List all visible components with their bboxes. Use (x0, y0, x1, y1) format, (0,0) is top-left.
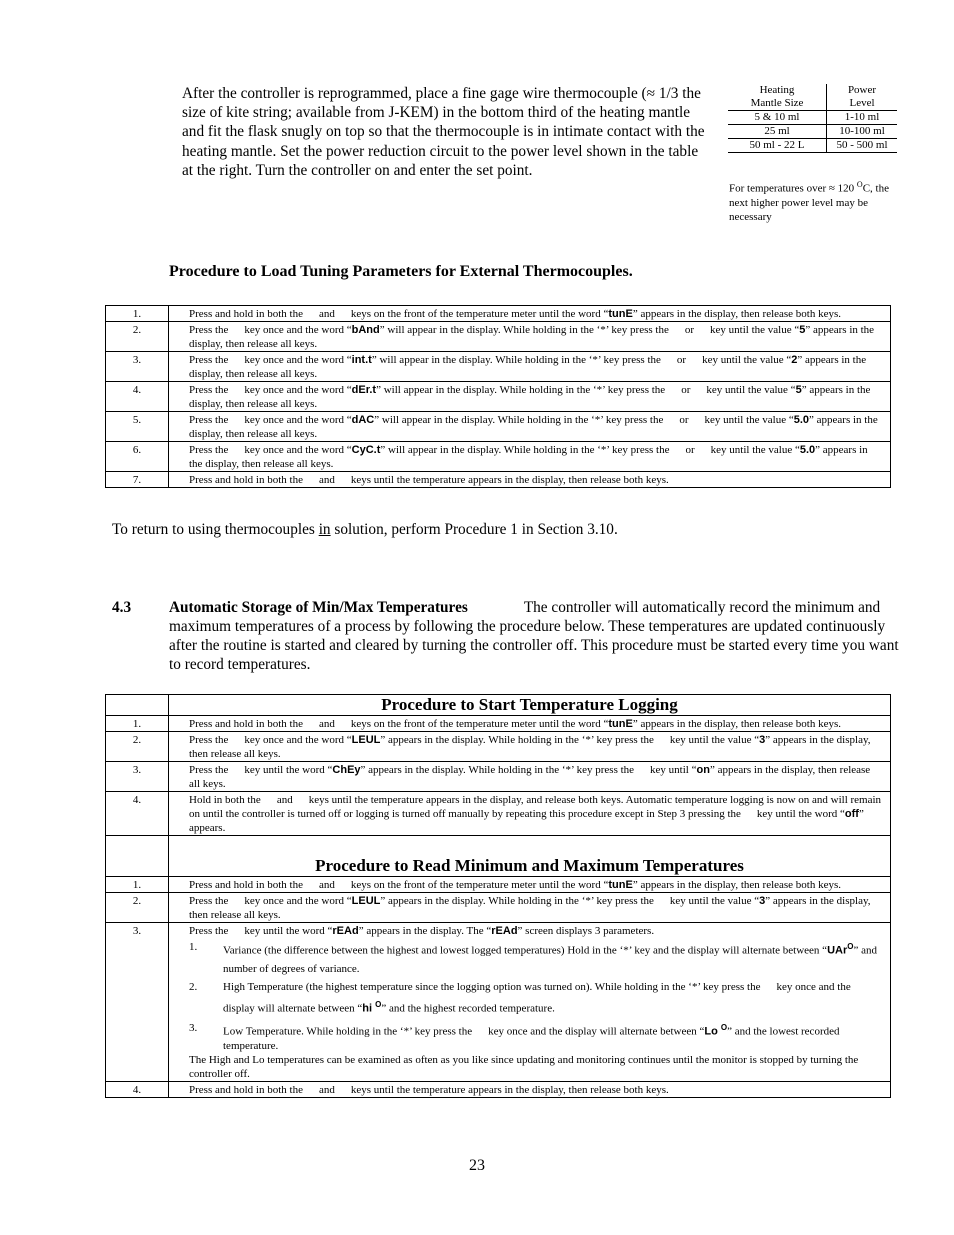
step-text-part: key until the value “ (710, 324, 800, 336)
note-text-before: For temperatures over ≈ 120 (729, 182, 857, 195)
step-text-part: Press and hold in both the (189, 718, 303, 730)
step-number: 1. (106, 877, 169, 893)
step-text-part: key once and the word “ (244, 895, 352, 907)
step-text-part: key until the value “ (702, 354, 792, 366)
step-text (169, 792, 891, 836)
step-number: 4. (106, 382, 169, 412)
power-table-level-cell: 50 - 500 ml (827, 139, 898, 153)
step-text (169, 923, 891, 1082)
sub-step-variance (189, 938, 882, 978)
procedure-step-row (106, 762, 891, 792)
display-keyword: rEAd (491, 925, 518, 937)
display-keyword: hi (362, 1002, 376, 1015)
display-keyword: tunE (608, 718, 633, 730)
step-text-part: ” appears in the display, then release all keys. (189, 384, 871, 410)
step-number: 4. (106, 1081, 169, 1097)
step-text (169, 877, 891, 893)
step-text-part: key once and the word “ (244, 444, 352, 456)
section-body (169, 598, 902, 674)
step-text-part: keys until the temperature appears in the display, then release both keys. (350, 474, 669, 486)
step-text-part: and (318, 718, 335, 730)
step-text-part: key once and the display will alternate between “ (223, 980, 851, 1015)
power-table-level-cell: 1-10 ml (827, 111, 898, 125)
display-keyword: dEr.t (351, 384, 377, 396)
section-4-3 (112, 598, 902, 674)
step-text-part: key once and the word “ (244, 324, 352, 336)
step-text-part: Low Temperature. While holding in the ‘*’ key press the (223, 1025, 473, 1038)
procedure-step-row (106, 472, 891, 488)
step-text-part: ” appears in the display, then release all keys. (189, 414, 878, 440)
step-text-part: ” and the lowest recorded temperature. (223, 1025, 840, 1052)
step-text-part: key until “ (650, 764, 697, 776)
display-keyword: dAC (351, 414, 375, 426)
step-number: 4. (106, 792, 169, 836)
step-text (169, 893, 891, 923)
procedure-step-row (106, 382, 891, 412)
heading-spacer-cell (106, 695, 169, 716)
external-procedure-table (105, 305, 891, 488)
step-text-part: ” and the highest recorded temperature. (381, 1002, 555, 1015)
procedure-step-row (106, 1081, 891, 1097)
procedure-step-row (106, 732, 891, 762)
procedure-step-row (106, 352, 891, 382)
procedure-step-row (106, 442, 891, 472)
step-text-part: Press the (189, 444, 229, 456)
display-keyword: bAnd (351, 324, 380, 336)
power-table-note (729, 178, 904, 224)
step-footer-text: The High and Lo temperatures can be examined as often as you like since updating and monitoring continues until the monitor is stopped by turning the controller off. (189, 1053, 859, 1080)
display-keyword: LEUL (351, 734, 381, 746)
step-text-part: or (679, 414, 689, 426)
intro-paragraph (182, 84, 712, 180)
heading-spacer-cell (106, 836, 169, 877)
power-table-size-cell: 5 & 10 ml (728, 111, 827, 125)
step-text-part: Press the (189, 764, 229, 776)
power-table-size-cell: 25 ml (728, 125, 827, 139)
display-keyword: tunE (608, 879, 633, 891)
step-text-part: ” appears in the display, then release all keys. (189, 764, 871, 790)
step-text-part: ” will appear in the display. While holding in the ‘*’ key press the (371, 354, 661, 366)
power-table-col-header-level (827, 84, 898, 111)
step-number: 1. (106, 306, 169, 322)
step-text-part: Press the (189, 324, 229, 336)
step-text-part: ” appears. (189, 808, 864, 834)
step-number: 1. (106, 716, 169, 732)
step-text-part: and (318, 1083, 335, 1096)
display-keyword: on (696, 764, 710, 776)
step-number: 3. (106, 352, 169, 382)
procedure-step-row (106, 412, 891, 442)
sub-step-number: 1. (189, 941, 198, 953)
return-text-after: solution, perform Procedure 1 in Section 3.10. (330, 521, 618, 538)
step-number: 3. (106, 923, 169, 1082)
step-text-part: key once and the word “ (244, 384, 352, 396)
power-table-row (728, 139, 897, 153)
display-keyword: Lo (704, 1025, 721, 1038)
procedure-step-row (106, 877, 891, 893)
procedure-heading-row (106, 836, 891, 877)
step-text-part: keys on the front of the temperature meter until the word “ (350, 879, 609, 891)
step-text-part: Press the (189, 925, 229, 937)
display-keyword: CyC.t (351, 444, 381, 456)
step-text (169, 306, 891, 322)
step-text-part: keys on the front of the temperature meter until the word “ (350, 718, 609, 730)
step-text-part: ” appears in the display. The “ (358, 925, 492, 937)
return-instruction (112, 521, 618, 539)
display-value: 5.0 (793, 414, 810, 426)
procedure-step-row (106, 322, 891, 352)
step-text (169, 322, 891, 352)
procedure-step-row (106, 716, 891, 732)
step-text-part: or (681, 384, 691, 396)
step-text-part: ” appears in the display, then release all keys. (189, 895, 871, 921)
power-table-row (728, 111, 897, 125)
power-table-header-row (728, 84, 897, 111)
step-text-part: key until the value “ (669, 734, 760, 746)
power-level-table (728, 84, 897, 153)
display-value: 5 (795, 384, 802, 396)
minmax-procedure-heading: Procedure to Read Minimum and Maximum Temperatures (169, 836, 891, 877)
sub-step-number: 2. (189, 980, 198, 993)
logging-procedure-table (105, 694, 891, 1098)
step-text (169, 732, 891, 762)
step-text-part: ” appears in the display. While holding in the ‘*’ key press the (380, 734, 654, 746)
step-text-part: ” will appear in the display. While holding in the ‘*’ key press the (380, 444, 670, 456)
step-text-part: Press and hold in both the (189, 308, 303, 320)
power-table-level-header-line2: Level (849, 97, 875, 109)
step-text-part: keys until the temperature appears in the display, then release both keys. (350, 1083, 669, 1096)
section-title: Automatic Storage of Min/Max Temperatures (169, 599, 468, 616)
display-value: 5.0 (799, 444, 816, 456)
step-text (169, 442, 891, 472)
power-table-size-cell: 50 ml - 22 L (728, 139, 827, 153)
procedure-heading-row (106, 695, 891, 716)
step-text-part: or (676, 354, 687, 366)
step-text-part: and (318, 308, 335, 320)
step-text-part: ” appears in the display. While holding in the ‘*’ key press the (360, 764, 635, 776)
step-text-part: keys on the front of the temperature meter until the word “ (350, 308, 609, 320)
display-keyword: LEUL (351, 895, 381, 907)
step-text-part: and (318, 879, 335, 891)
step-text-part: Press and hold in both the (189, 474, 303, 486)
return-text-before: To return to using thermocouples (112, 521, 319, 538)
power-table-size-header-line1: Heating (759, 84, 795, 96)
degree-superscript: O (847, 942, 854, 951)
power-table-row (728, 125, 897, 139)
step-text-part: ” appears in the display, then release both keys. (632, 308, 842, 320)
step-text-part: ” appears in the display, then release all keys. (189, 734, 871, 760)
power-table-level-header-line1: Power (847, 84, 877, 96)
step-text (169, 412, 891, 442)
display-value: 5 (799, 324, 806, 336)
step-text-part: key until the word “ (244, 764, 333, 776)
display-value: 3 (759, 734, 766, 746)
step-number: 2. (106, 893, 169, 923)
sub-step-low-temperature (189, 1021, 882, 1053)
step-text-part: Press and hold in both the (189, 879, 303, 891)
step-text-part: Hold in both the (189, 794, 261, 806)
intro-text: After the controller is reprogrammed, place a fine gage wire thermocouple (≈ 1/3 the size of kite string; available from J-KEM) in the bottom third of the heating mantle and fit the flask snugly on top so that the thermocouple is in intimate contact with the heating mantle. Set the power reduction circuit to the power level shown in the table at the right. Turn the controller on and enter the set point. (182, 85, 705, 179)
step-text (169, 352, 891, 382)
step-number: 5. (106, 412, 169, 442)
display-keyword: int.t (351, 354, 372, 366)
step-text (169, 1081, 891, 1097)
power-table-col-header-size (728, 84, 827, 111)
section-text: The controller will automatically record the minimum and maximum temperatures of a process by following the procedure below. These temperatures are updated continuously after the routine is started and cleared by turning the controller off. This procedure must be started every time you want to record temperatures. (169, 599, 899, 673)
step-text-part: key until the word “ (756, 808, 845, 820)
step-text-part: Press the (189, 354, 229, 366)
page-number: 23 (469, 1157, 485, 1174)
display-keyword: tunE (608, 308, 633, 320)
external-procedure-heading: Procedure to Load Tuning Parameters for External Thermocouples. (169, 263, 633, 280)
display-keyword: off (844, 808, 859, 820)
step-number: 3. (106, 762, 169, 792)
step-text-part: key once and the word “ (244, 734, 352, 746)
step-text-part: ” will appear in the display. While holding in the ‘*’ key press the (379, 324, 669, 336)
step-text-part: ” appears in the display, then release all keys. (189, 444, 868, 470)
step-text (169, 382, 891, 412)
step-text-part: ” appears in the display, then release both keys. (632, 879, 842, 891)
step-text-part: Press the (189, 734, 229, 746)
display-value: 2 (791, 354, 798, 366)
power-table-size-header-line2: Mantle Size (750, 97, 804, 109)
step-text-part: ” screen displays 3 parameters. (517, 925, 655, 937)
step-text-part: ” appears in the display, then release all keys. (189, 354, 867, 380)
sub-step-number: 3. (189, 1022, 198, 1035)
step-text-part: key once and the word “ (244, 354, 352, 366)
step-text-part: and (276, 794, 293, 806)
step-text (169, 762, 891, 792)
step-text-part: key once and the display will alternate between “ (488, 1025, 705, 1038)
power-table-level-cell: 10-100 ml (827, 125, 898, 139)
step-text-part: key until the value “ (706, 384, 796, 396)
step-text-part: ” will appear in the display. While holding in the ‘*’ key press the (374, 414, 664, 426)
step-text-part: Variance (the difference between the highest and lowest logged temperatures) Hold in the ‘*’ key and the display will alternate between “ (223, 944, 828, 957)
step-text-part: ” appears in the display, then release both keys. (632, 718, 842, 730)
procedure-step-row (106, 923, 891, 1082)
step-number: 7. (106, 472, 169, 488)
logging-procedure-heading: Procedure to Start Temperature Logging (169, 695, 891, 716)
step-text-part: Press and hold in both the (189, 1083, 303, 1096)
step-text-part: ” appears in the display. While holding in the ‘*’ key press the (380, 895, 654, 907)
step-text-part: key once and the word “ (244, 414, 352, 426)
step-text-part: ” appears in the display, then release all keys. (189, 324, 875, 350)
step-text-part: or (684, 324, 695, 336)
step-number: 2. (106, 732, 169, 762)
display-keyword: ChEy (332, 764, 361, 776)
step-text (169, 472, 891, 488)
step-text-part: High Temperature (the highest temperature since the logging option was turned on). While holding in the ‘*’ key press the (223, 980, 761, 993)
degree-superscript: O (375, 999, 382, 1009)
display-value: 3 (759, 895, 766, 907)
return-underlined-word: in (318, 521, 331, 538)
step-text-part: Press the (189, 414, 229, 426)
step-text-part: and (318, 474, 335, 486)
section-number: 4.3 (112, 599, 132, 616)
step-text-part: key until the value “ (669, 895, 760, 907)
step-text-part: key until the value “ (710, 444, 800, 456)
display-keyword: rEAd (332, 925, 359, 937)
step-text-part: or (685, 444, 695, 456)
display-keyword: UAr (827, 944, 848, 957)
step-text-part: key until the word “ (244, 925, 333, 937)
step-text-part: keys until the temperature appears in the display, and release both keys. Automatic temperature logging is now on and will remain on until the controller is turned off or logging is turned off manually by repeating this procedure except in Step 3 pressing the (189, 794, 882, 820)
procedure-step-row (106, 306, 891, 322)
step-intro-line (189, 924, 882, 938)
procedure-step-row (106, 893, 891, 923)
step-text (169, 716, 891, 732)
degree-superscript: O (856, 180, 863, 189)
step-text-part: ” and number of degrees of variance. (223, 944, 877, 975)
step-text-part: key until the value “ (704, 414, 794, 426)
degree-superscript: O (720, 1023, 728, 1033)
step-text-part: Press the (189, 895, 229, 907)
sub-step-high-temperature (189, 978, 882, 1018)
step-text-part: ” will appear in the display. While holding in the ‘*’ key press the (376, 384, 666, 396)
step-text-part: Press the (189, 384, 229, 396)
procedure-step-row (106, 792, 891, 836)
note-text-after: C, the next higher power level may be necessary (729, 182, 889, 223)
step-number: 2. (106, 322, 169, 352)
step-number: 6. (106, 442, 169, 472)
